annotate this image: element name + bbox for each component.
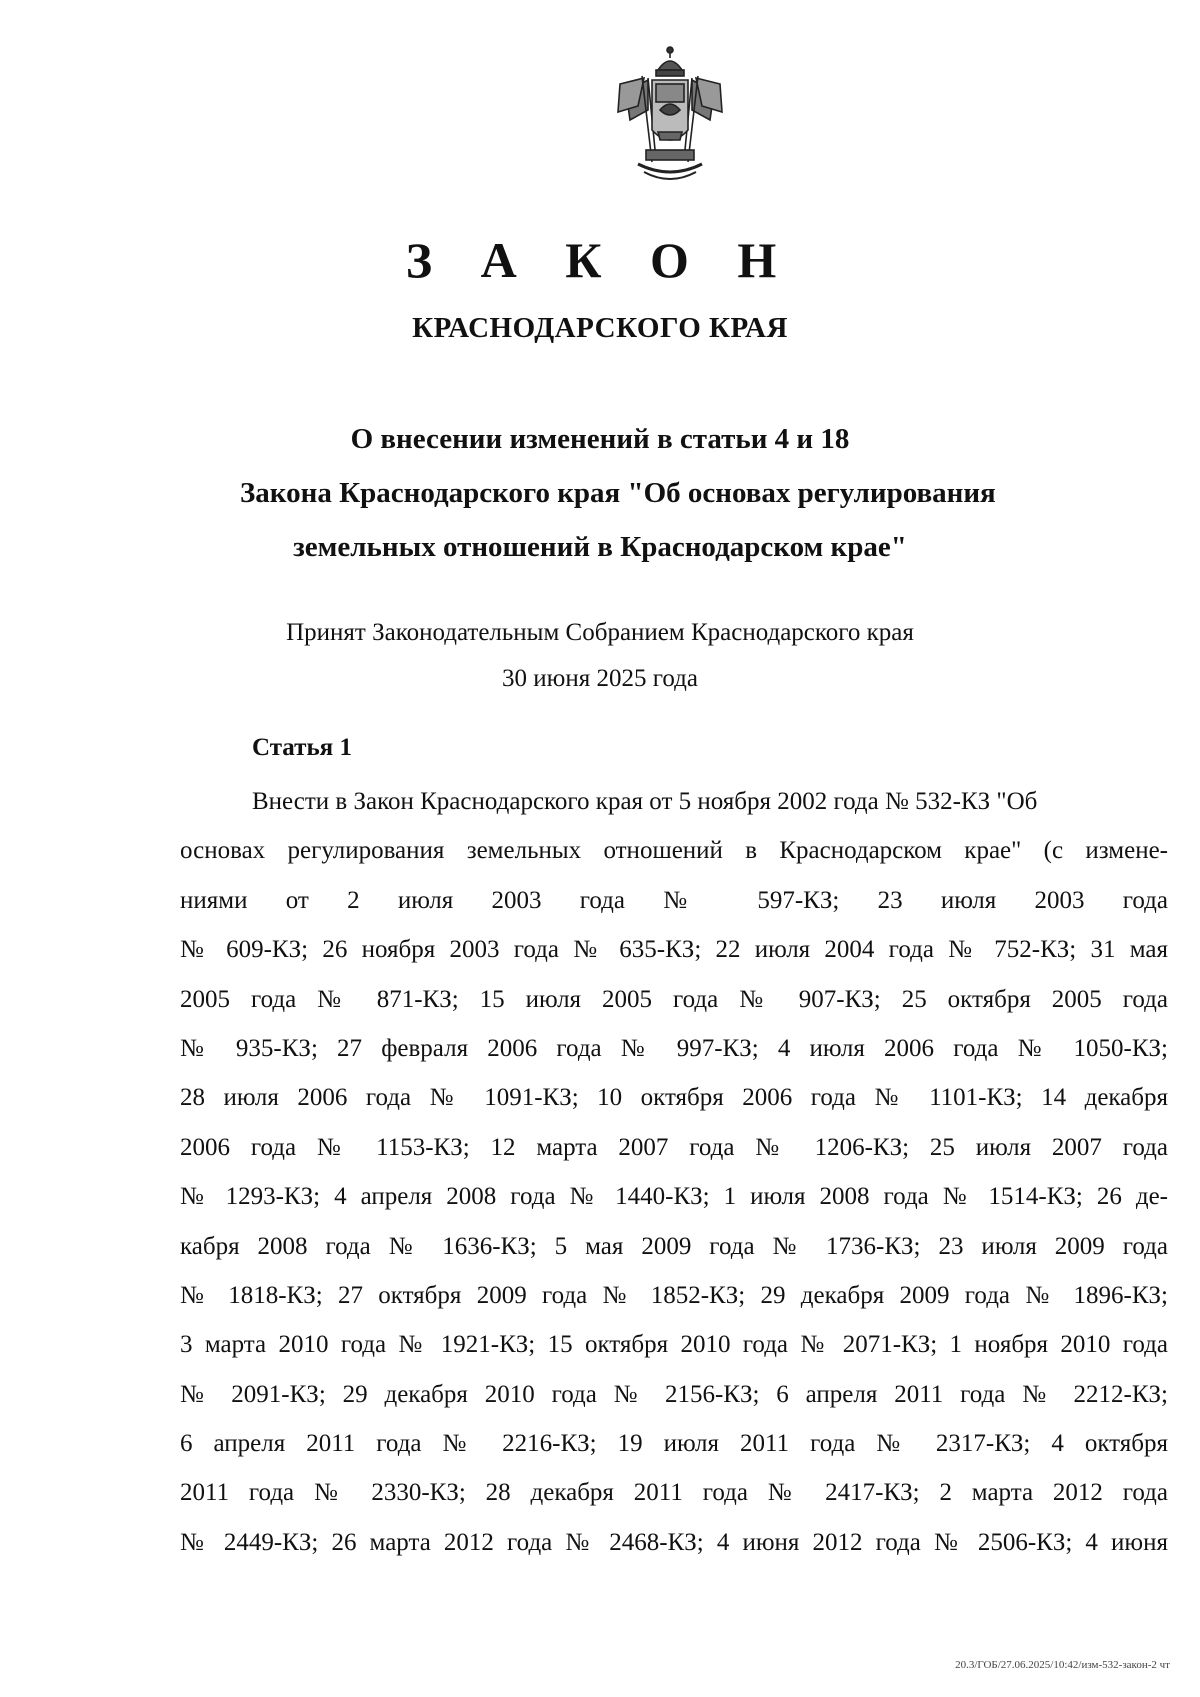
document-code: 20.3/ГОБ/27.06.2025/10:42/изм-532-закон-2 чт: [955, 1659, 1170, 1671]
document-title: З А К О Н: [405, 232, 795, 288]
article-line: кабря 2008 года № 1636-КЗ; 5 мая 2009 года № 1736-КЗ; 23 июля 2009 года: [180, 1232, 1168, 1260]
subject-line: Закона Краснодарского края "Об основах регулирования: [240, 477, 996, 509]
article-line: № 1818-КЗ; 27 октября 2009 года № 1852-КЗ; 29 декабря 2009 года № 1896-КЗ;: [180, 1281, 1168, 1309]
law-subject: [240, 412, 996, 574]
article-line: 6 апреля 2011 года № 2216-КЗ; 19 июля 2011 года № 2317-КЗ; 4 октября: [180, 1430, 1168, 1458]
article-line: основах регулирования земельных отношений в Краснодарском крае" (с измене-: [180, 837, 1168, 865]
adoption-note: [240, 610, 960, 702]
article-line: 2005 года № 871-КЗ; 15 июля 2005 года № 907-КЗ; 25 октября 2005 года: [180, 985, 1168, 1013]
article-line: 2011 года № 2330-КЗ; 28 декабря 2011 года № 2417-КЗ; 2 марта 2012 года: [180, 1479, 1168, 1507]
article-body: [180, 777, 1168, 1567]
article-line: № 2091-КЗ; 29 декабря 2010 года № 2156-КЗ; 6 апреля 2011 года № 2212-КЗ;: [180, 1380, 1168, 1408]
article-line: 3 марта 2010 года № 1921-КЗ; 15 октября 2010 года № 2071-КЗ; 1 ноября 2010 года: [180, 1331, 1168, 1359]
article-line: ниями от 2 июля 2003 года № 597-КЗ; 23 июля 2003 года: [180, 886, 1168, 914]
krasnodar-krai-coat-of-arms-icon: [608, 40, 732, 190]
adoption-body: Принят Законодательным Собранием Краснодарского края: [286, 619, 914, 646]
article-heading: Статья 1: [252, 734, 352, 761]
document-region: КРАСНОДАРСКОГО КРАЯ: [412, 312, 788, 344]
article-line: № 1293-КЗ; 4 апреля 2008 года № 1440-КЗ; 1 июля 2008 года № 1514-КЗ; 26 де-: [180, 1183, 1168, 1211]
subject-line: О внесении изменений в статьи 4 и 18: [350, 423, 850, 455]
adoption-date: 30 июня 2025 года: [502, 665, 698, 692]
article-line: № 2449-КЗ; 26 марта 2012 года № 2468-КЗ; 4 июня 2012 года № 2506-КЗ; 4 июня: [180, 1528, 1168, 1556]
subject-line: земельных отношений в Краснодарском крае": [293, 531, 907, 563]
article-line: № 935-КЗ; 27 февраля 2006 года № 997-КЗ; 4 июля 2006 года № 1050-КЗ;: [180, 1034, 1168, 1062]
article-line: 28 июля 2006 года № 1091-КЗ; 10 октября 2006 года № 1101-КЗ; 14 декабря: [180, 1084, 1168, 1112]
article-line: № 609-КЗ; 26 ноября 2003 года № 635-КЗ; 22 июля 2004 года № 752-КЗ; 31 мая: [180, 936, 1168, 964]
article-line: Внести в Закон Краснодарского края от 5 ноября 2002 года № 532-КЗ "Об: [252, 788, 1038, 815]
article-line: 2006 года № 1153-КЗ; 12 марта 2007 года № 1206-КЗ; 25 июля 2007 года: [180, 1133, 1168, 1161]
